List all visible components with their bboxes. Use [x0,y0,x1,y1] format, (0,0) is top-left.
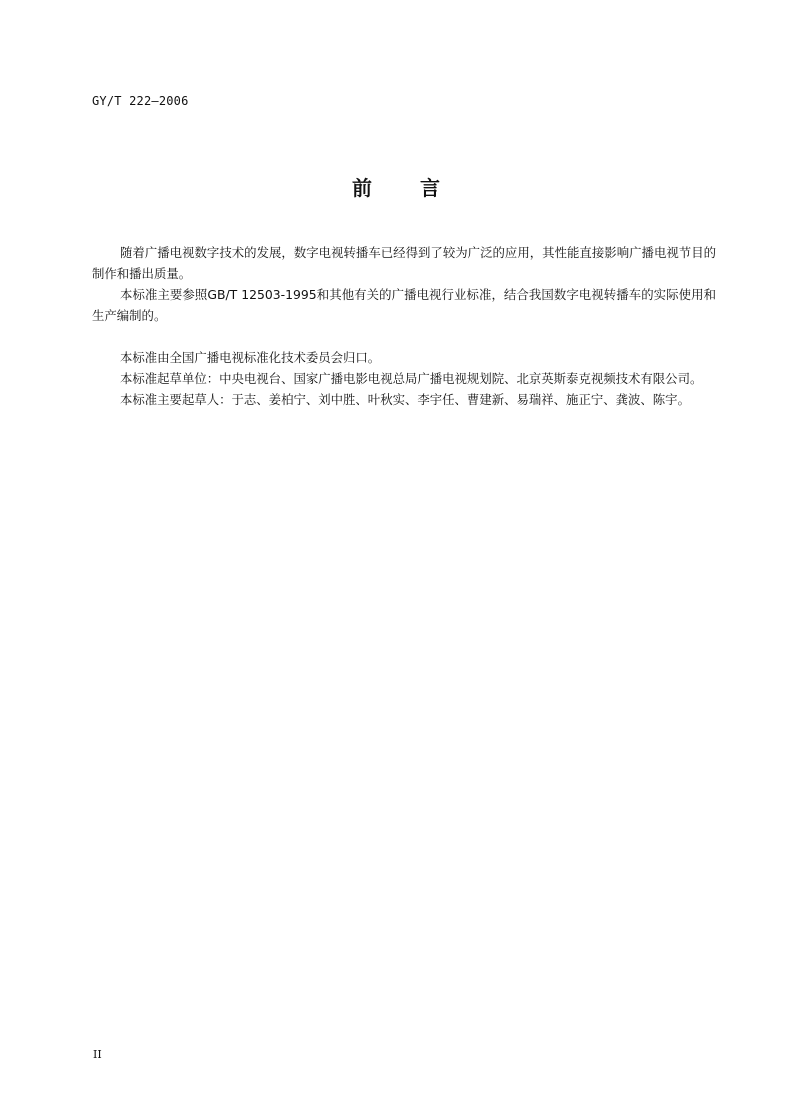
standard-code: GY/T 222—2006 [92,94,189,108]
page-number: II [93,1048,102,1061]
title-char-2: 言 [420,176,440,200]
paragraph-references: 本标准主要参照GB/T 12503-1995和其他有关的广播电视行业标准，结合我国数字电视转播车的实际使用和生产编制的。 [92,287,716,323]
title-char-1: 前 [352,176,372,200]
paragraph-background: 随着广播电视数字技术的发展，数字电视转播车已经得到了较为广泛的应用，其性能直接影响广播电视节目的制作和播出质量。 [92,245,716,281]
paragraph-committee: 本标准由全国广播电视标准化技术委员会归口。 [120,350,381,365]
paragraph-drafting-units: 本标准起草单位：中央电视台、国家广播电影电视总局广播电视规划院、北京英斯泰克视频技术有限公司。 [120,371,703,386]
paragraph-drafters: 本标准主要起草人：于志、姜柏宁、刘中胜、叶秋实、李宇任、曹建新、易瑞祥、施正宁、龚波、陈宇。 [120,392,690,407]
foreword-body [92,242,716,410]
page-title [0,172,792,201]
